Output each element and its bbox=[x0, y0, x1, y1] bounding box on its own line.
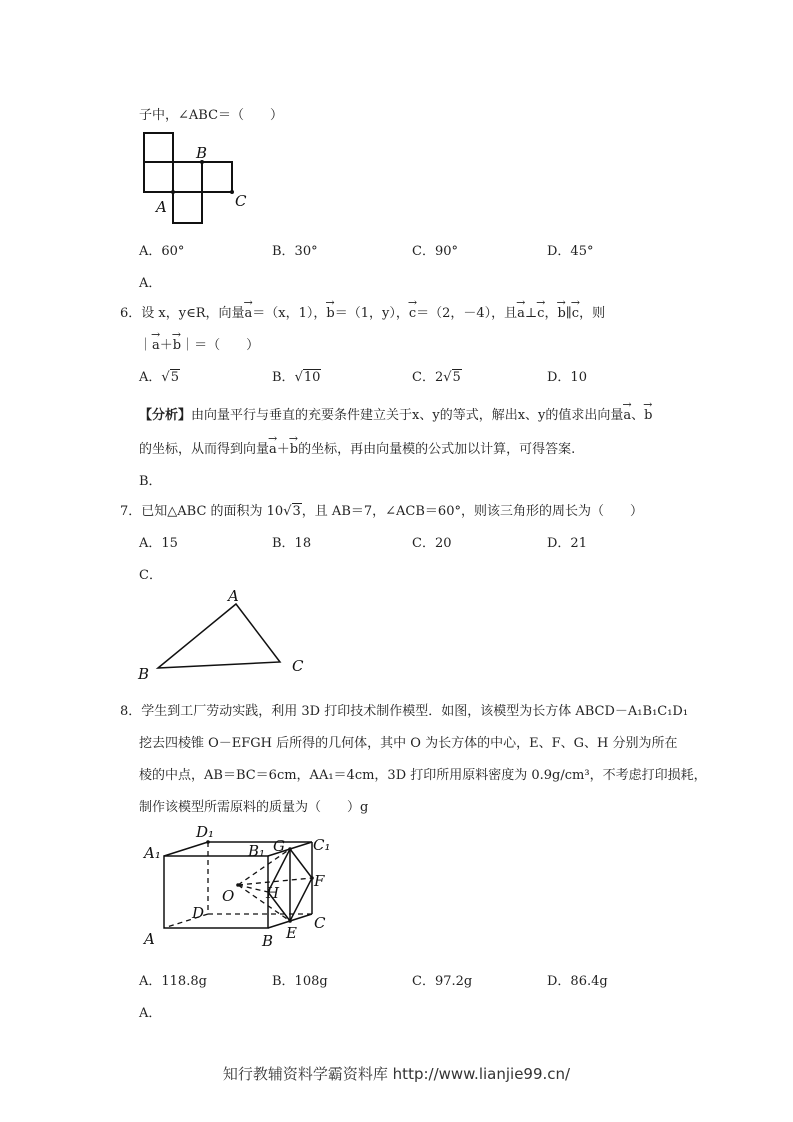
q8-option-d: D．86.4g bbox=[547, 974, 608, 989]
q5-label-c: C bbox=[235, 192, 247, 210]
q5-option-d: D．45° bbox=[547, 244, 594, 259]
q8-label-d1: D₁ bbox=[196, 823, 215, 841]
q7-label-a: A bbox=[228, 588, 239, 605]
q8-cuboid-figure bbox=[140, 818, 350, 950]
q8-label-h: H bbox=[266, 884, 280, 902]
q8-answer: A． bbox=[139, 1006, 162, 1021]
vector-b: → b bbox=[290, 442, 298, 457]
q8-label-c1: C₁ bbox=[313, 836, 331, 854]
q6-c-value: ＝（2，－4），且 bbox=[416, 306, 518, 321]
q6-analysis-line2: 的坐标，从而得到向量→ a＋→ b的坐标，再由向量模的公式加以计算，可得答案. bbox=[139, 438, 575, 457]
vector-a: → a bbox=[245, 306, 253, 321]
vector-a: → a bbox=[517, 306, 525, 321]
q8-label-b: B bbox=[262, 932, 274, 950]
q7-option-d: D．21 bbox=[547, 536, 587, 551]
parallel-symbol: ∥ bbox=[565, 306, 572, 321]
plus-symbol: ＋ bbox=[159, 338, 173, 353]
radicand: 5 bbox=[170, 370, 179, 385]
vector-b: → b bbox=[557, 306, 565, 321]
q5-label-a: A bbox=[156, 198, 167, 216]
q5-option-a: A．60° bbox=[139, 244, 185, 259]
q5-option-b: B．30° bbox=[272, 244, 318, 259]
q8-stem-line2: 挖去四棱锥 O－EFGH 后所得的几何体，其中 O 为长方体的中心，E、F、G、H 分别为所在 bbox=[139, 736, 678, 751]
q7-triangle-figure bbox=[132, 588, 312, 680]
q6-option-c: C．2√5 bbox=[412, 370, 461, 385]
vector-c: → c bbox=[572, 306, 579, 321]
vector-a: → a bbox=[152, 338, 160, 353]
q8-stem-line3: 棱的中点，AB＝BC＝6cm，AA₁＝4cm，3D 打印所用原料密度为 0.9g/cm³，不考虑打印损耗， bbox=[139, 768, 707, 783]
vector-b: → b bbox=[644, 408, 652, 423]
q5-option-c: C．90° bbox=[412, 244, 458, 259]
q7-label-c: C bbox=[292, 657, 304, 675]
q6-option-b: B．√10 bbox=[272, 370, 321, 385]
page-footer: 知行教辅资料学霸资料库 http://www.lianjie99.cn/ bbox=[222, 1065, 571, 1083]
q8-stem-line4: 制作该模型所需原料的质量为（ ）g bbox=[139, 800, 369, 815]
q6-line2-tail: ｜＝（ ） bbox=[181, 338, 260, 353]
perp-symbol: ⊥ bbox=[524, 306, 538, 321]
q8-label-c: C bbox=[314, 914, 326, 932]
q8-label-e: E bbox=[286, 924, 297, 942]
analysis-tag: 【分析】 bbox=[139, 408, 192, 423]
q5-answer: A． bbox=[139, 276, 162, 291]
q8-label-g: G bbox=[273, 837, 285, 855]
q6-stem-prefix: 6．设 x，y∈R，向量 bbox=[120, 306, 245, 321]
vector-b: → b bbox=[173, 338, 181, 353]
q8-label-b1: B₁ bbox=[248, 842, 266, 860]
q8-label-o: O bbox=[222, 887, 235, 905]
vector-a: → a bbox=[623, 408, 631, 423]
q7-stem: 7．已知△ABC 的面积为 10√3，且 AB＝7，∠ACB＝60°，则该三角形的周长为（ ） bbox=[120, 504, 643, 519]
vector-c: → c bbox=[409, 306, 416, 321]
vector-a: → a bbox=[269, 442, 277, 457]
radicand: 10 bbox=[303, 370, 321, 385]
q8-option-a: A．118.8g bbox=[139, 974, 207, 989]
q6-analysis-line1: 【分析】由向量平行与垂直的充要条件建立关于x、y的等式，解出x、y的值求出向量→ a、→ b bbox=[139, 404, 652, 423]
q6-stem-line1: 6．设 x，y∈R，向量→ a＝（x，1），→ b＝（1，y），→ c＝（2，－4），且→ a⊥→ c，→ b∥→ c，则 bbox=[120, 302, 605, 321]
vector-c: → c bbox=[537, 306, 544, 321]
q6-answer: B． bbox=[139, 474, 162, 489]
q5-stem-tail: 子中，∠ABC＝（ ） bbox=[139, 108, 284, 123]
q6-a-value: ＝（x，1）， bbox=[252, 306, 327, 321]
q8-label-a1: A₁ bbox=[144, 844, 161, 862]
q6-stem-line2: ｜→ a＋→ b｜＝（ ） bbox=[139, 334, 259, 353]
q6-option-d: D．10 bbox=[547, 370, 587, 385]
radicand: 5 bbox=[452, 370, 461, 385]
q8-option-b: B．108g bbox=[272, 974, 328, 989]
q8-label-d: D bbox=[192, 904, 205, 922]
q8-label-a: A bbox=[144, 930, 155, 948]
vector-b: → b bbox=[326, 306, 334, 321]
radicand: 3 bbox=[292, 504, 301, 519]
q7-option-a: A．15 bbox=[139, 536, 178, 551]
q7-answer: C． bbox=[139, 568, 162, 583]
q6-option-a: A．√5 bbox=[139, 370, 179, 385]
q8-option-c: C．97.2g bbox=[412, 974, 473, 989]
q7-option-c: C．20 bbox=[412, 536, 452, 551]
q6-b-value: ＝（1，y）， bbox=[334, 306, 409, 321]
q5-label-b: B bbox=[196, 144, 208, 162]
q8-stem-line1: 8．学生到工厂劳动实践，利用 3D 打印技术制作模型．如图，该模型为长方体 ABCD－A₁B₁C₁D₁ bbox=[120, 704, 689, 719]
q6-then: ，则 bbox=[579, 306, 606, 321]
q5-grid-figure bbox=[138, 128, 258, 228]
q8-label-f: F bbox=[314, 872, 325, 890]
q7-label-b: B bbox=[138, 665, 150, 680]
q7-option-b: B．18 bbox=[272, 536, 312, 551]
